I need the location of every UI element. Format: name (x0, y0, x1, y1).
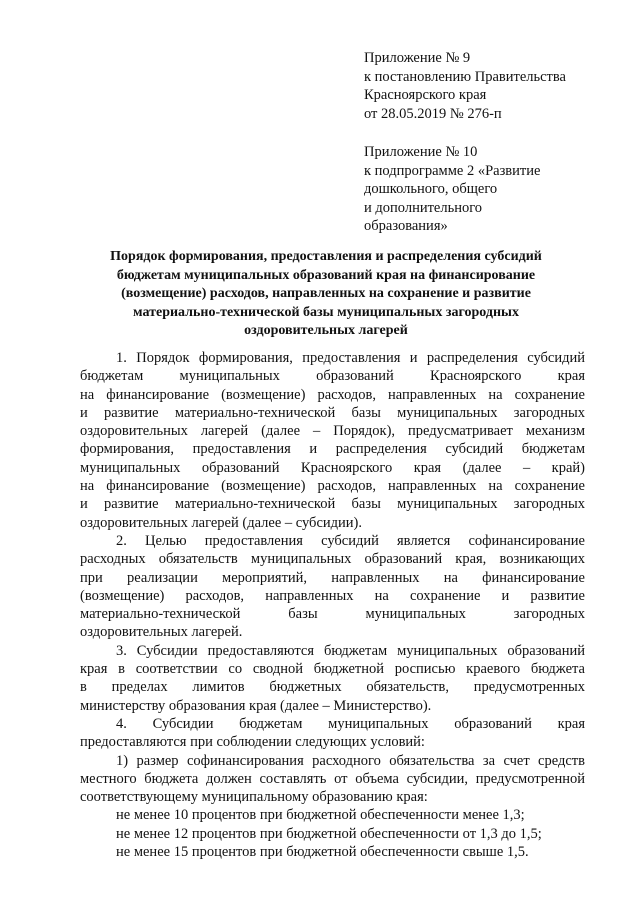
title-line: Порядок формирования, предоставления и распределения субсидий (110, 249, 542, 264)
body-line: местного бюджета должен составлять от объема субсидии, предусмотренной (80, 770, 585, 787)
body-line: бюджетам муниципальных образований Красноярского края (80, 368, 585, 385)
appendix-9-line: к постановлению Правительства (364, 68, 566, 85)
document-title (86, 248, 566, 341)
title-line: материально-технической базы муниципальных загородных (133, 304, 519, 320)
appendix-9-line: Приложение № 9 (364, 50, 471, 66)
document-body (80, 349, 585, 861)
body-line: оздоровительных лагерей (далее – субсидии). (80, 514, 362, 531)
body-line: соответствующему муниципальному образованию края: (80, 789, 428, 806)
body-line: не менее 10 процентов при бюджетной обеспеченности менее 1,3; (116, 807, 525, 824)
body-line: при реализации мероприятий, направленных на финансирование (80, 569, 585, 586)
appendix-9-block (364, 49, 614, 123)
appendix-9-line: Красноярского края (364, 87, 487, 103)
body-line: расходных обязательств муниципальных образований края, возникающих (80, 551, 585, 568)
body-line: (возмещение) расходов, направленных на сохранение и развитие (80, 587, 585, 604)
appendix-9-line: от 28.05.2019 № 276-п (364, 105, 502, 122)
title-line: оздоровительных лагерей (244, 323, 408, 338)
body-line: формирования, предоставления и распределения субсидий бюджетам (80, 441, 585, 458)
body-line: не менее 15 процентов при бюджетной обеспеченности свыше 1,5. (116, 844, 529, 861)
body-line: министерству образования края (далее – Министерство). (80, 697, 432, 714)
body-line: на финансирование (возмещение) расходов, направленных на сохранение (80, 386, 585, 403)
body-line: и развитие материально-технической базы муниципальных загородных (80, 496, 585, 513)
title-line: (возмещение) расходов, направленных на сохранение и развитие (121, 286, 531, 301)
body-line: 3. Субсидии предоставляются бюджетам муниципальных образований (116, 642, 585, 659)
title-line: бюджетам муниципальных образований края на финансирование (116, 267, 536, 283)
appendix-10-line: дошкольного, общего (364, 181, 498, 197)
body-line: края в соответствии со сводной бюджетной росписью краевого бюджета (80, 661, 585, 678)
body-line: 1) размер софинансирования расходного обязательства за счет средств (116, 752, 585, 769)
body-line: не менее 12 процентов при бюджетной обеспеченности от 1,3 до 1,5; (116, 825, 542, 842)
body-line: материально-технической базы муниципальных загородных (80, 606, 585, 623)
appendix-10-line: образования» (364, 218, 448, 234)
body-line: 4. Субсидии бюджетам муниципальных образований края (116, 715, 585, 732)
appendix-10-line: Приложение № 10 (364, 144, 478, 160)
body-line: и развитие материально-технической базы муниципальных загородных (80, 404, 585, 421)
body-line: предоставляются при соблюдении следующих условий: (80, 734, 425, 751)
body-line: на финансирование (возмещение) расходов, направленных на сохранение (80, 478, 585, 495)
appendix-10-line: и дополнительного (364, 199, 483, 216)
body-line: муниципальных образований Красноярского края (далее – край) (80, 459, 585, 476)
body-line: оздоровительных лагерей (далее – Порядок), предусматривает механизм (80, 423, 585, 440)
body-line: оздоровительных лагерей. (80, 624, 243, 641)
body-line: 2. Целью предоставления субсидий является софинансирование (116, 532, 585, 549)
appendix-10-line: к подпрограмме 2 «Развитие (364, 162, 541, 179)
appendix-10-block (364, 143, 614, 236)
body-line: в пределах лимитов бюджетных обязательств, предусмотренных (80, 679, 585, 696)
body-line: 1. Порядок формирования, предоставления и распределения субсидий (116, 350, 585, 366)
